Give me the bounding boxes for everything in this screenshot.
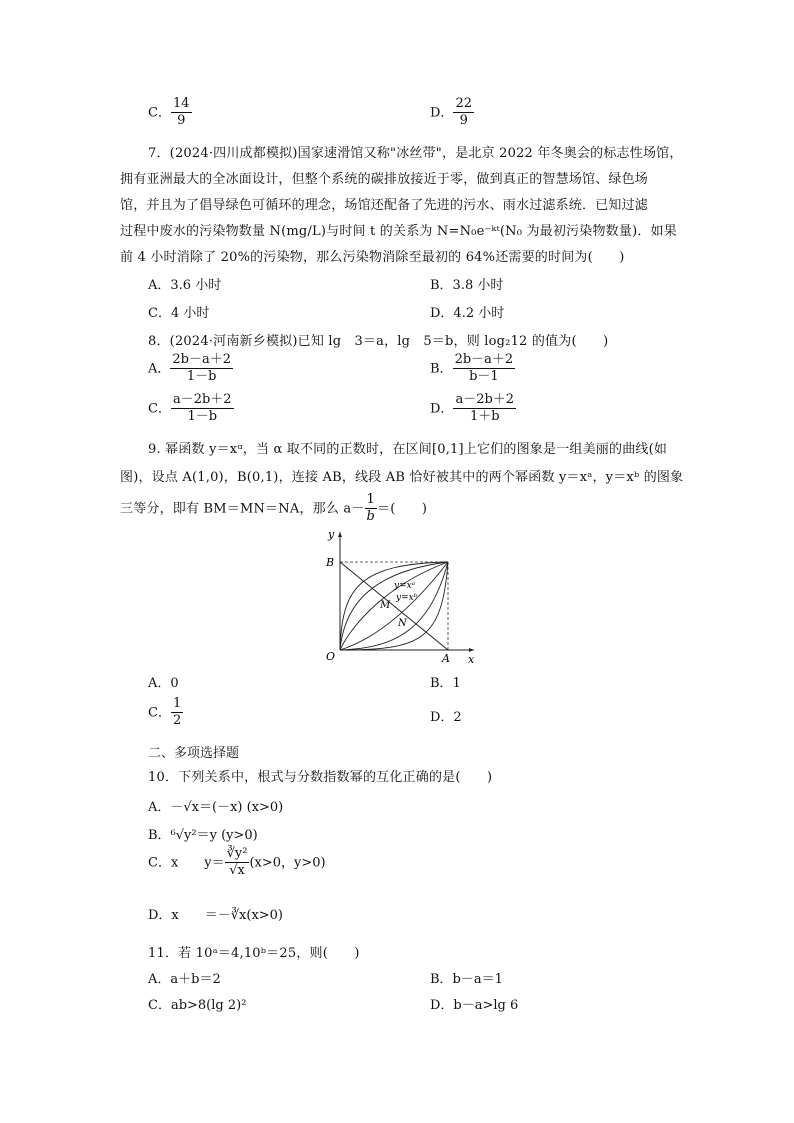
- q11-option-c: C．ab>8(lg 2)²: [148, 998, 247, 1013]
- curve-a-label: y=xᵃ: [394, 581, 416, 591]
- fraction: [171, 392, 234, 426]
- fraction: [453, 352, 516, 386]
- x-label: x: [468, 653, 475, 666]
- q9-line-3: [120, 492, 427, 526]
- q8-option-c: [148, 392, 234, 426]
- q9-line-3-text: 三等分，即有 BM＝MN＝NA，那么 a－: [120, 501, 365, 517]
- fraction: [225, 846, 250, 880]
- q10-option-a: A．－√x＝(－x) (x>0): [148, 800, 284, 815]
- denominator: b: [366, 509, 376, 525]
- fraction: [171, 696, 183, 730]
- q8-option-a: [148, 352, 233, 386]
- point-n-label: N: [398, 618, 407, 629]
- q9-line-2: 图)，设点 A(1,0)，B(0,1)，连接 AB，线段 AB 恰好被其中的两个幂函数 y＝xᵃ，y＝xᵇ 的图象: [120, 470, 684, 485]
- option-label: D．: [430, 105, 454, 121]
- y-axis-arrow: [338, 532, 342, 537]
- q10-option-c: [148, 846, 326, 880]
- origin-label: O: [326, 650, 336, 663]
- option-label: C．: [148, 105, 171, 121]
- q7-option-c: C．4 小时: [148, 306, 210, 321]
- q11-option-a: A．a＋b＝2: [148, 972, 221, 987]
- fraction: [171, 96, 192, 130]
- fraction: [453, 96, 474, 130]
- q7-option-b: B．3.8 小时: [430, 278, 504, 293]
- segment-ab: [340, 562, 448, 650]
- x-axis-arrow: [469, 648, 474, 652]
- q8-option-b: [430, 352, 515, 386]
- numerator: 1: [365, 492, 378, 509]
- point-m-label: M: [380, 600, 391, 611]
- q7-option-a: A．3.6 小时: [148, 278, 222, 293]
- q10-option-d: D．x ＝－∛x(x>0): [148, 908, 284, 923]
- numerator: 14: [171, 96, 192, 113]
- curve-b-label: y=xᵇ: [396, 593, 418, 603]
- denominator: 1－b: [186, 369, 217, 385]
- point-a-label: A: [442, 652, 450, 665]
- q10-c-post: (x>0，y>0): [249, 855, 326, 871]
- option-label: D．: [430, 401, 454, 417]
- q7-line-4: 过程中废水的污染物数量 N(mg/L)与时间 t 的关系为 N=N₀e⁻ᵏᵗ(N₀ 为最初污染物数量)．如果: [120, 224, 677, 239]
- q7-option-d: D．4.2 小时: [430, 306, 505, 321]
- option-label: C．: [148, 401, 171, 417]
- point-b-label: B: [326, 556, 335, 569]
- q7-line-5: 前 4 小时消除了 20%的污染物，那么污染物消除至最初的 64%还需要的时间为( ): [120, 250, 625, 265]
- q7-line-1: 7．(2024·四川成都模拟)国家速滑馆又称"冰丝带"，是北京 2022 年冬奥会的标志性场馆，: [148, 146, 683, 161]
- q10-stem: 10．下列关系中，根式与分数指数幂的互化正确的是( ): [148, 770, 493, 785]
- numerator: a－2b＋2: [453, 392, 516, 409]
- q6-option-c: [148, 96, 192, 130]
- fraction: [170, 352, 233, 386]
- q11-option-d: D．b－a>lg 6: [430, 998, 519, 1013]
- q10-c-pre: C．x y＝: [148, 855, 225, 871]
- numerator: 2b－a＋2: [453, 352, 516, 369]
- power-function-graph: [318, 528, 478, 666]
- denominator: 1－b: [187, 409, 218, 425]
- q9-line-1: 9. 幂函数 y＝xᵅ，当 α 取不同的正数时，在区间[0,1]上它们的图象是一组美丽的曲线(如: [148, 442, 668, 457]
- q7-line-2: 拥有亚洲最大的全冰面设计，但整个系统的碳排放接近于零，做到真正的智慧场馆、绿色场: [120, 172, 649, 187]
- q11-stem: 11．若 10ᵃ＝4,10ᵇ＝25，则( ): [148, 946, 360, 961]
- section-heading: 二、多项选择题: [148, 746, 240, 761]
- q9-option-d: D．2: [430, 710, 462, 725]
- numerator: 1: [171, 696, 183, 713]
- denominator: 1＋b: [469, 409, 500, 425]
- q8-stem: 8．(2024·河南新乡模拟)已知 lg 3＝a，lg 5＝b，则 log₂12 的值为( ): [148, 334, 609, 349]
- numerator: 22: [453, 96, 474, 113]
- q9-option-a: A．0: [148, 676, 179, 691]
- q8-option-d: [430, 392, 516, 426]
- q10-option-b: B．⁶√y²＝y (y>0): [148, 828, 258, 843]
- fraction: [453, 392, 516, 426]
- q9-option-c: [148, 696, 183, 730]
- numerator: a－2b＋2: [171, 392, 234, 409]
- option-label: A．: [148, 361, 171, 377]
- numerator: ∛y²: [225, 846, 250, 863]
- option-label: C．: [148, 705, 171, 721]
- numerator: 2b－a＋2: [170, 352, 233, 369]
- q7-line-3: 馆，并且为了倡导绿色可循环的理念，场馆还配备了先进的污水、雨水过滤系统．已知过滤: [120, 198, 649, 213]
- denominator: 2: [172, 713, 182, 729]
- denominator: 9: [177, 113, 186, 129]
- denominator: √x: [229, 863, 245, 879]
- fraction: [365, 492, 378, 526]
- denominator: 9: [459, 113, 468, 129]
- option-label: B．: [430, 361, 453, 377]
- q11-option-b: B．b－a＝1: [430, 972, 503, 987]
- q9-option-b: B．1: [430, 676, 461, 691]
- q9-line-3-tail: ＝( ): [377, 501, 428, 517]
- denominator: b－1: [469, 369, 499, 385]
- q6-option-d: [430, 96, 474, 130]
- y-label: y: [328, 528, 335, 541]
